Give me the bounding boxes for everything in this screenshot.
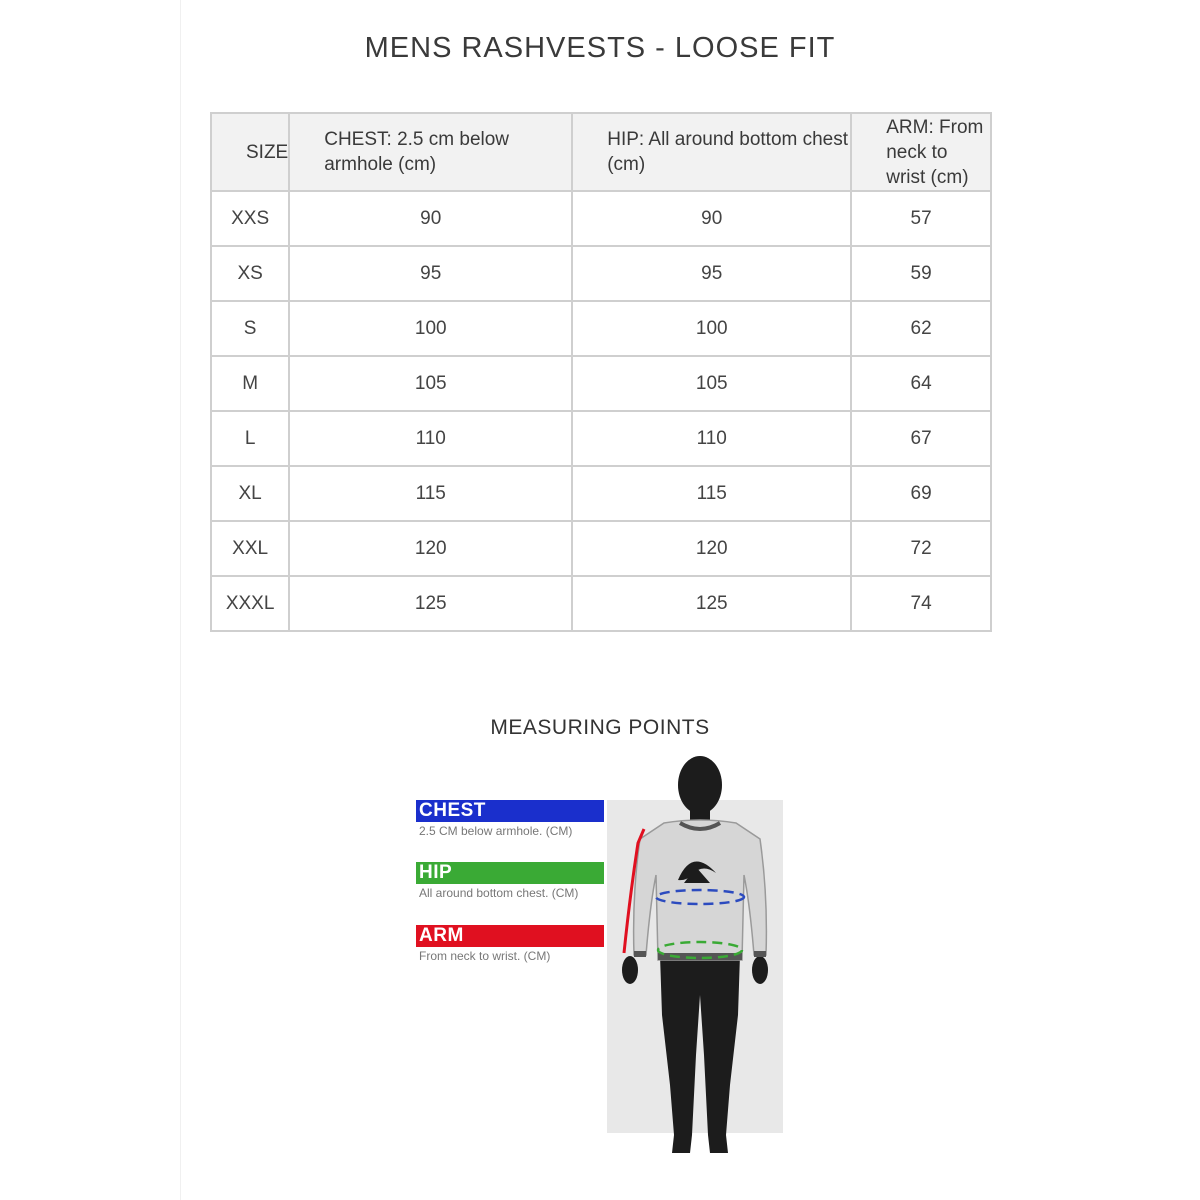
cell-size: XXS — [211, 191, 289, 246]
header-arm: ARM: From neck to wrist (cm) — [851, 113, 991, 191]
cell-chest: 90 — [289, 191, 572, 246]
cell-hip: 110 — [572, 411, 851, 466]
left-divider — [180, 0, 181, 1200]
table-row — [211, 521, 991, 576]
page-title: MENS RASHVESTS - LOOSE FIT — [364, 32, 836, 64]
header-hip: HIP: All around bottom chest (cm) — [572, 113, 851, 191]
table-row — [211, 191, 991, 246]
cell-size: XXL — [211, 521, 289, 576]
legend-hip-label: HIP — [416, 862, 604, 884]
cell-size: XXXL — [211, 576, 289, 631]
cell-arm: 67 — [851, 411, 991, 466]
cell-hip: 100 — [572, 301, 851, 356]
left-cuff — [634, 951, 646, 957]
measuring-points-title: MEASURING POINTS — [490, 716, 710, 739]
body-figure-illustration — [600, 755, 790, 1160]
cell-chest: 115 — [289, 466, 572, 521]
cell-hip: 125 — [572, 576, 851, 631]
legend-arm-desc: From neck to wrist. (CM) — [419, 949, 551, 963]
table-row — [211, 466, 991, 521]
legend-chest — [416, 800, 604, 838]
right-cuff — [754, 951, 766, 957]
cell-arm: 69 — [851, 466, 991, 521]
table-row — [211, 246, 991, 301]
cell-arm: 59 — [851, 246, 991, 301]
legend-chest-desc: 2.5 CM below armhole. (CM) — [419, 824, 573, 838]
table-row — [211, 411, 991, 466]
table-row — [211, 301, 991, 356]
cell-chest: 105 — [289, 356, 572, 411]
cell-chest: 125 — [289, 576, 572, 631]
cell-arm: 64 — [851, 356, 991, 411]
cell-arm: 72 — [851, 521, 991, 576]
cell-hip: 120 — [572, 521, 851, 576]
cell-arm: 74 — [851, 576, 991, 631]
cell-size: M — [211, 356, 289, 411]
legend-hip — [416, 862, 604, 900]
header-chest: CHEST: 2.5 cm below armhole (cm) — [289, 113, 572, 191]
legs-shape — [660, 955, 740, 1153]
legend-chest-label: CHEST — [416, 800, 604, 822]
cell-size: L — [211, 411, 289, 466]
cell-chest: 100 — [289, 301, 572, 356]
cell-hip: 115 — [572, 466, 851, 521]
cell-arm: 57 — [851, 191, 991, 246]
cell-hip: 95 — [572, 246, 851, 301]
legend-hip-desc: All around bottom chest. (CM) — [419, 886, 579, 900]
header-size: SIZE — [211, 113, 289, 191]
cell-chest: 95 — [289, 246, 572, 301]
size-chart-table — [210, 112, 992, 632]
cell-arm: 62 — [851, 301, 991, 356]
cell-chest: 120 — [289, 521, 572, 576]
table-header-row — [211, 113, 991, 191]
left-hand-shape — [622, 956, 638, 984]
table-row — [211, 356, 991, 411]
table-row — [211, 576, 991, 631]
cell-hip: 105 — [572, 356, 851, 411]
head-shape — [678, 756, 722, 814]
right-hand-shape — [752, 956, 768, 984]
cell-size: S — [211, 301, 289, 356]
cell-size: XL — [211, 466, 289, 521]
cell-size: XS — [211, 246, 289, 301]
cell-hip: 90 — [572, 191, 851, 246]
legend-arm — [416, 925, 604, 963]
legend-arm-label: ARM — [416, 925, 604, 947]
cell-chest: 110 — [289, 411, 572, 466]
